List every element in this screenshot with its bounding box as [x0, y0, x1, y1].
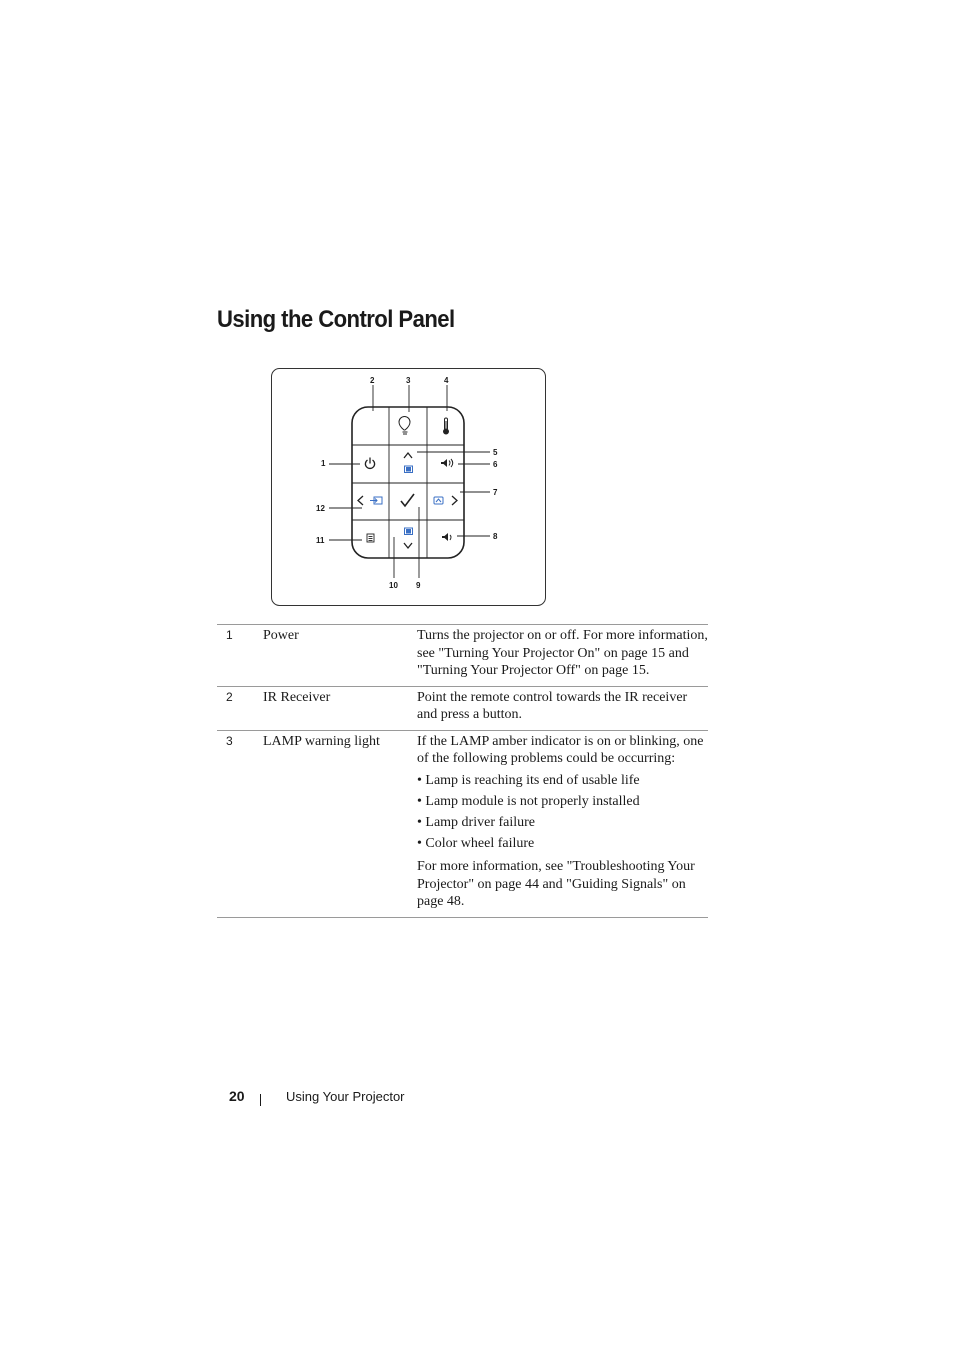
control-panel-table	[217, 624, 708, 918]
callout-4: 4	[444, 376, 449, 385]
section-title: Using Your Projector	[286, 1089, 405, 1104]
callout-1: 1	[321, 459, 326, 468]
table-row	[217, 730, 708, 917]
callout-6: 6	[493, 460, 498, 469]
description-text: Turns the projector on or off. For more information, see "Turning Your Projector On" on page 15 and "Turning Your Projector Off" on page 15.	[417, 628, 708, 678]
more-info-text: For more information, see "Troubleshooting Your Projector" on page 44 and "Guiding Signals" on page 48.	[417, 859, 695, 909]
list-item: • Lamp module is not properly installed	[417, 793, 640, 809]
row-description	[417, 686, 708, 730]
row-number: 1	[226, 628, 233, 642]
description-text: If the LAMP amber indicator is on or blinking, one of the following problems could be occurring:	[417, 733, 704, 766]
row-name: Power	[263, 628, 299, 643]
table-row	[217, 625, 708, 687]
list-item: • Lamp is reaching its end of usable life	[417, 772, 640, 788]
callout-5: 5	[493, 448, 498, 457]
page-number: 20	[229, 1088, 245, 1104]
callout-9: 9	[416, 581, 421, 590]
row-description	[417, 730, 708, 917]
row-number: 2	[226, 689, 233, 704]
list-item: • Color wheel failure	[417, 835, 535, 851]
callout-2: 2	[370, 376, 375, 385]
callout-7: 7	[493, 488, 498, 497]
problem-list	[417, 772, 708, 853]
callout-11: 11	[316, 536, 325, 545]
callout-10: 10	[389, 581, 398, 590]
callout-3: 3	[406, 376, 411, 385]
page-title: Using the Control Panel	[217, 306, 455, 333]
description-text: Point the remote control towards the IR receiver and press a button.	[417, 689, 688, 722]
callout-8: 8	[493, 532, 498, 541]
row-name: LAMP warning light	[263, 733, 380, 749]
list-item: • Lamp driver failure	[417, 814, 536, 830]
control-panel-diagram	[270, 367, 547, 607]
table-row	[217, 686, 708, 730]
footer-divider	[260, 1094, 261, 1106]
callout-12: 12	[316, 504, 325, 513]
row-number: 3	[226, 733, 233, 748]
row-name: IR Receiver	[263, 689, 331, 705]
row-description	[417, 625, 708, 687]
